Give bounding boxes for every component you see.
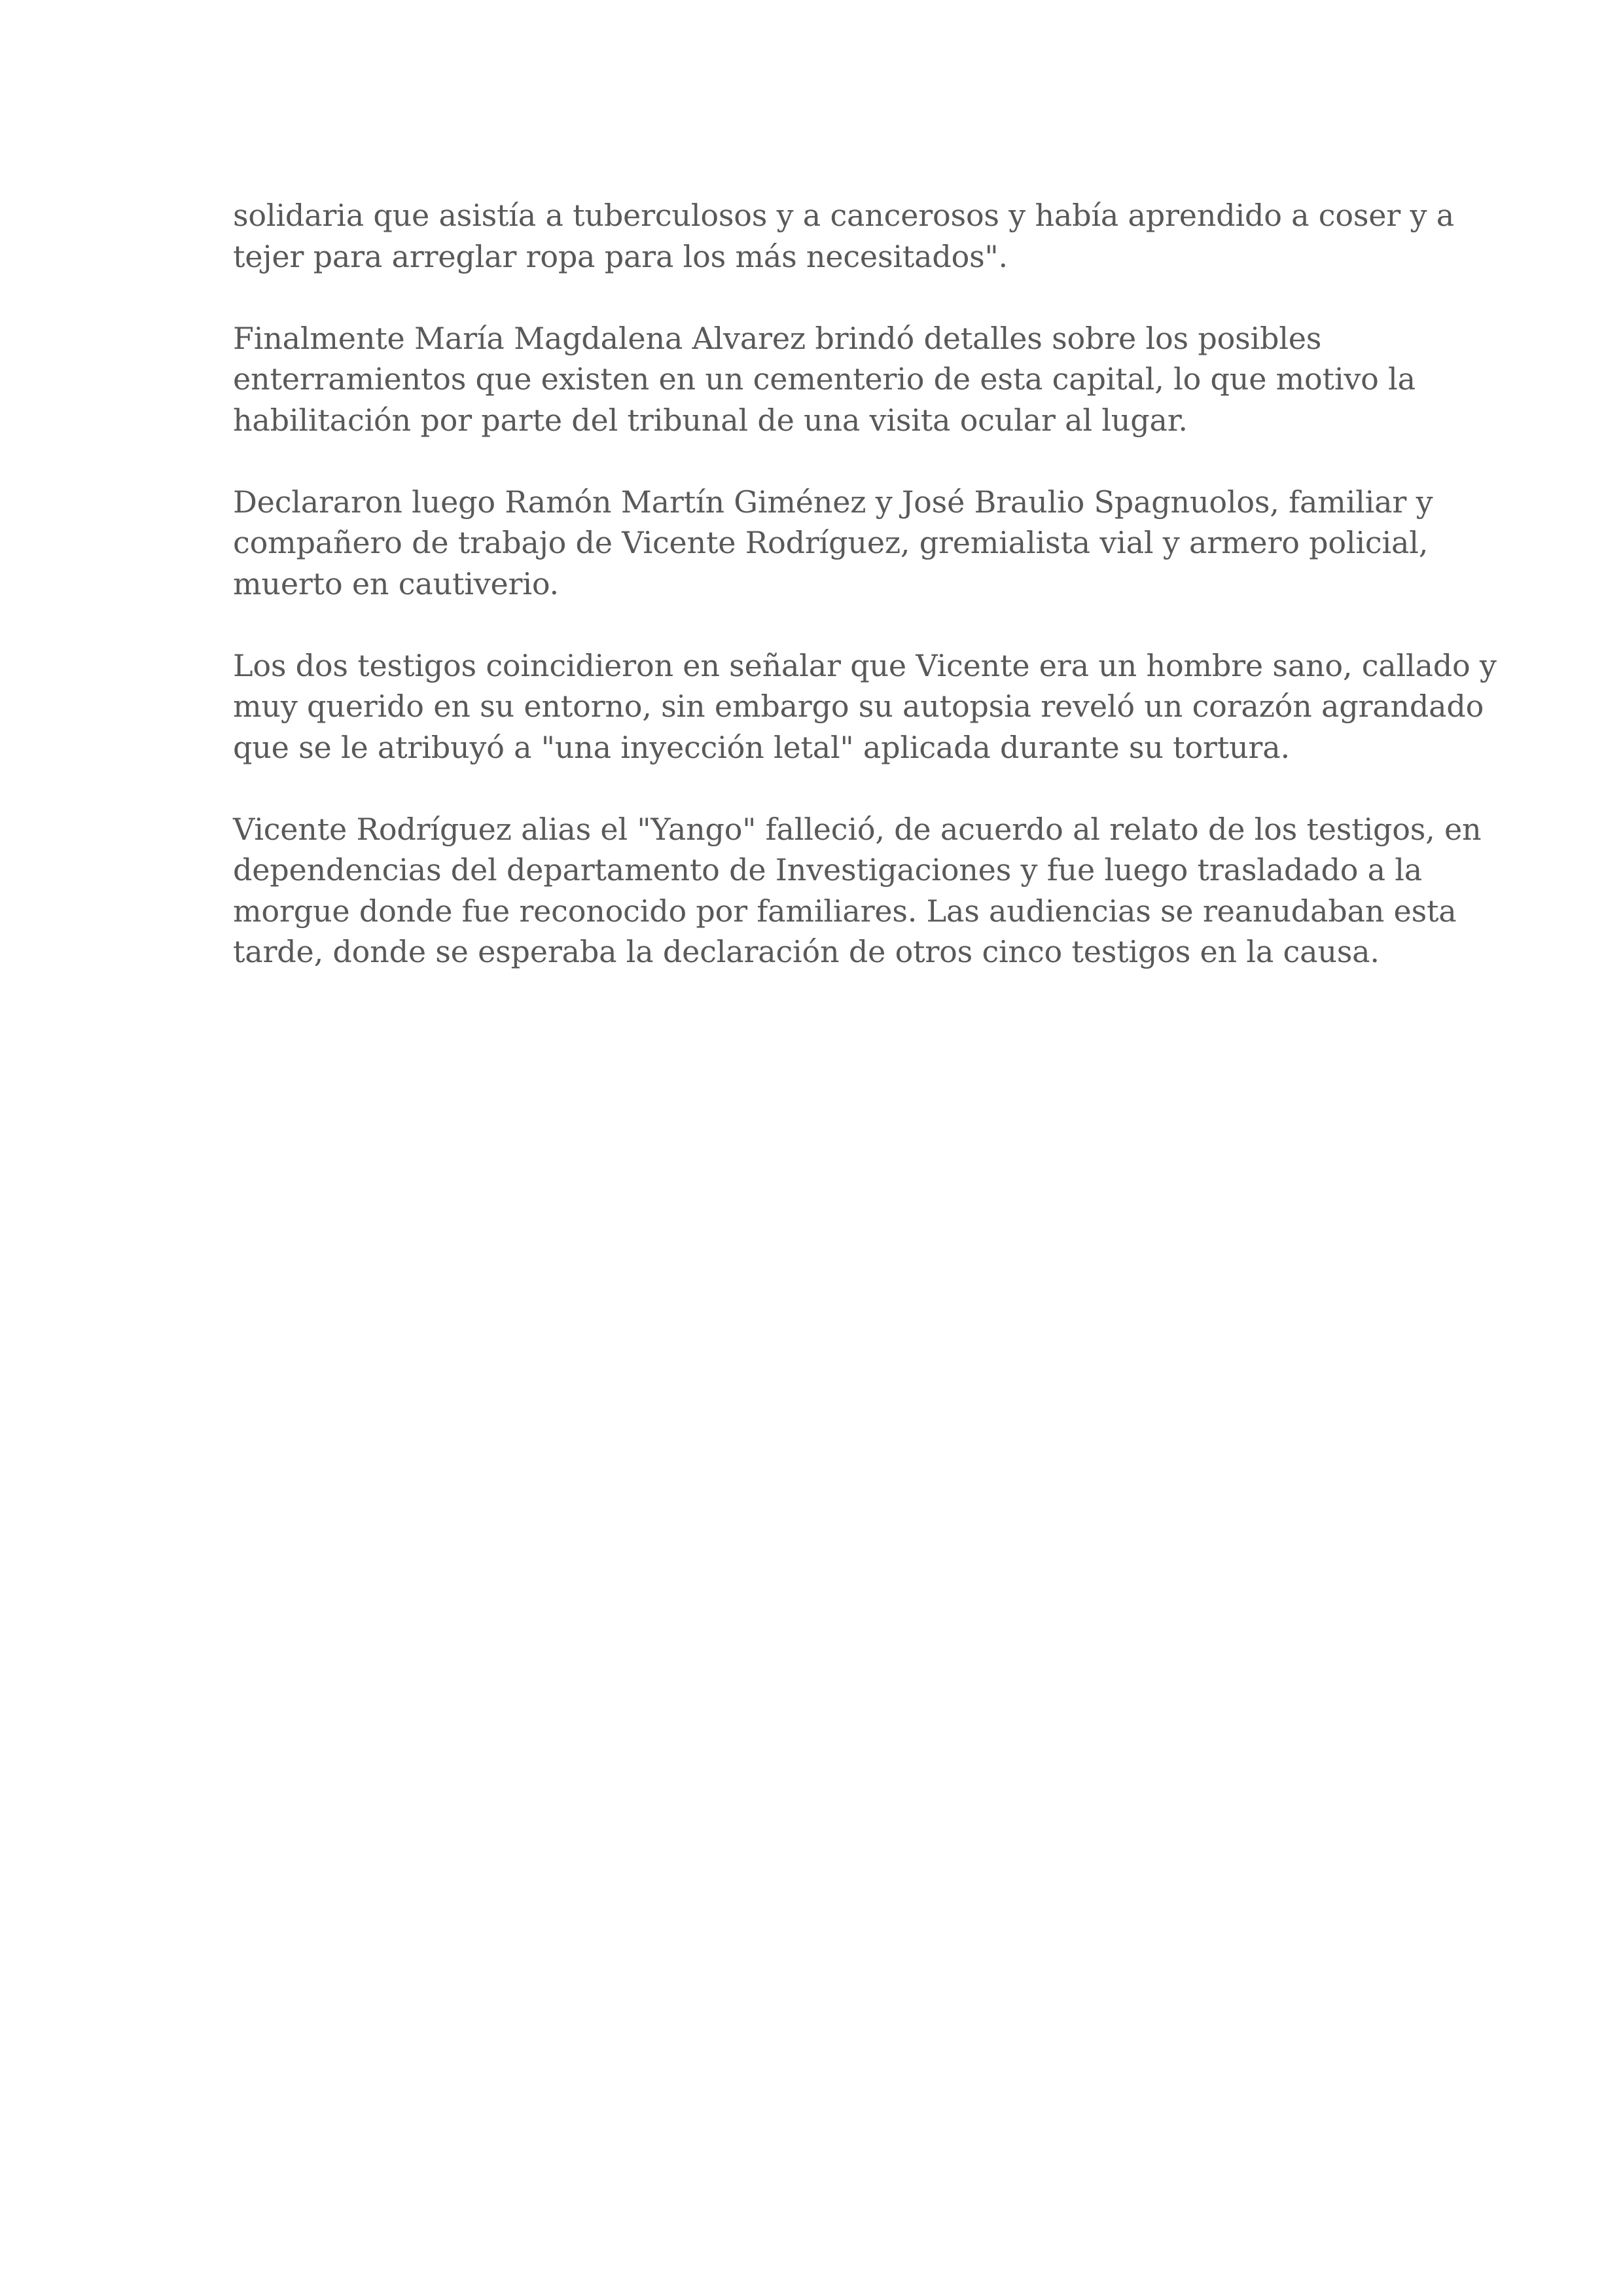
paragraph-line: tarde, donde se esperaba la declaración de otros cinco testigos en la causa. (233, 934, 1380, 969)
paragraph-4 (233, 645, 1497, 768)
paragraph-line: morgue donde fue reconocido por familiares. Las audiencias se reanudaban esta (233, 893, 1457, 929)
paragraph-1 (233, 195, 1454, 277)
paragraph-line: tejer para arreglar ropa para los más necesitados". (233, 238, 1008, 274)
paragraph-line: compañero de trabajo de Vicente Rodríguez, gremialista vial y armero policial, (233, 525, 1429, 560)
paragraph-line: habilitación por parte del tribunal de una visita ocular al lugar. (233, 402, 1188, 438)
paragraph-line: Los dos testigos coincidieron en señalar que Vicente era un hombre sano, callado y (233, 647, 1497, 683)
paragraph-line: muerto en cautiverio. (233, 565, 559, 601)
paragraph-line: Vicente Rodríguez alias el "Yango" falleció, de acuerdo al relato de los testigos, en (233, 811, 1482, 847)
paragraph-line: solidaria que asistía a tuberculosos y a cancerosos y había aprendido a coser y a (233, 198, 1454, 233)
paragraph-2 (233, 318, 1416, 441)
paragraph-line: que se le atribuyó a "una inyección letal" aplicada durante su tortura. (233, 729, 1290, 765)
paragraph-5 (233, 809, 1482, 973)
paragraph-3 (233, 482, 1433, 605)
paragraph-line: muy querido en su entorno, sin embargo su autopsia reveló un corazón agrandado (233, 689, 1484, 724)
article-body (233, 195, 1497, 1013)
paragraph-line: Declararon luego Ramón Martín Giménez y José Braulio Spagnuolos, familiar y (233, 484, 1433, 520)
paragraph-line: enterramientos que existen en un cementerio de esta capital, lo que motivo la (233, 361, 1416, 397)
paragraph-line: Finalmente María Magdalena Alvarez brindó detalles sobre los posibles (233, 320, 1322, 356)
paragraph-line: dependencias del departamento de Investigaciones y fue luego trasladado a la (233, 852, 1423, 888)
